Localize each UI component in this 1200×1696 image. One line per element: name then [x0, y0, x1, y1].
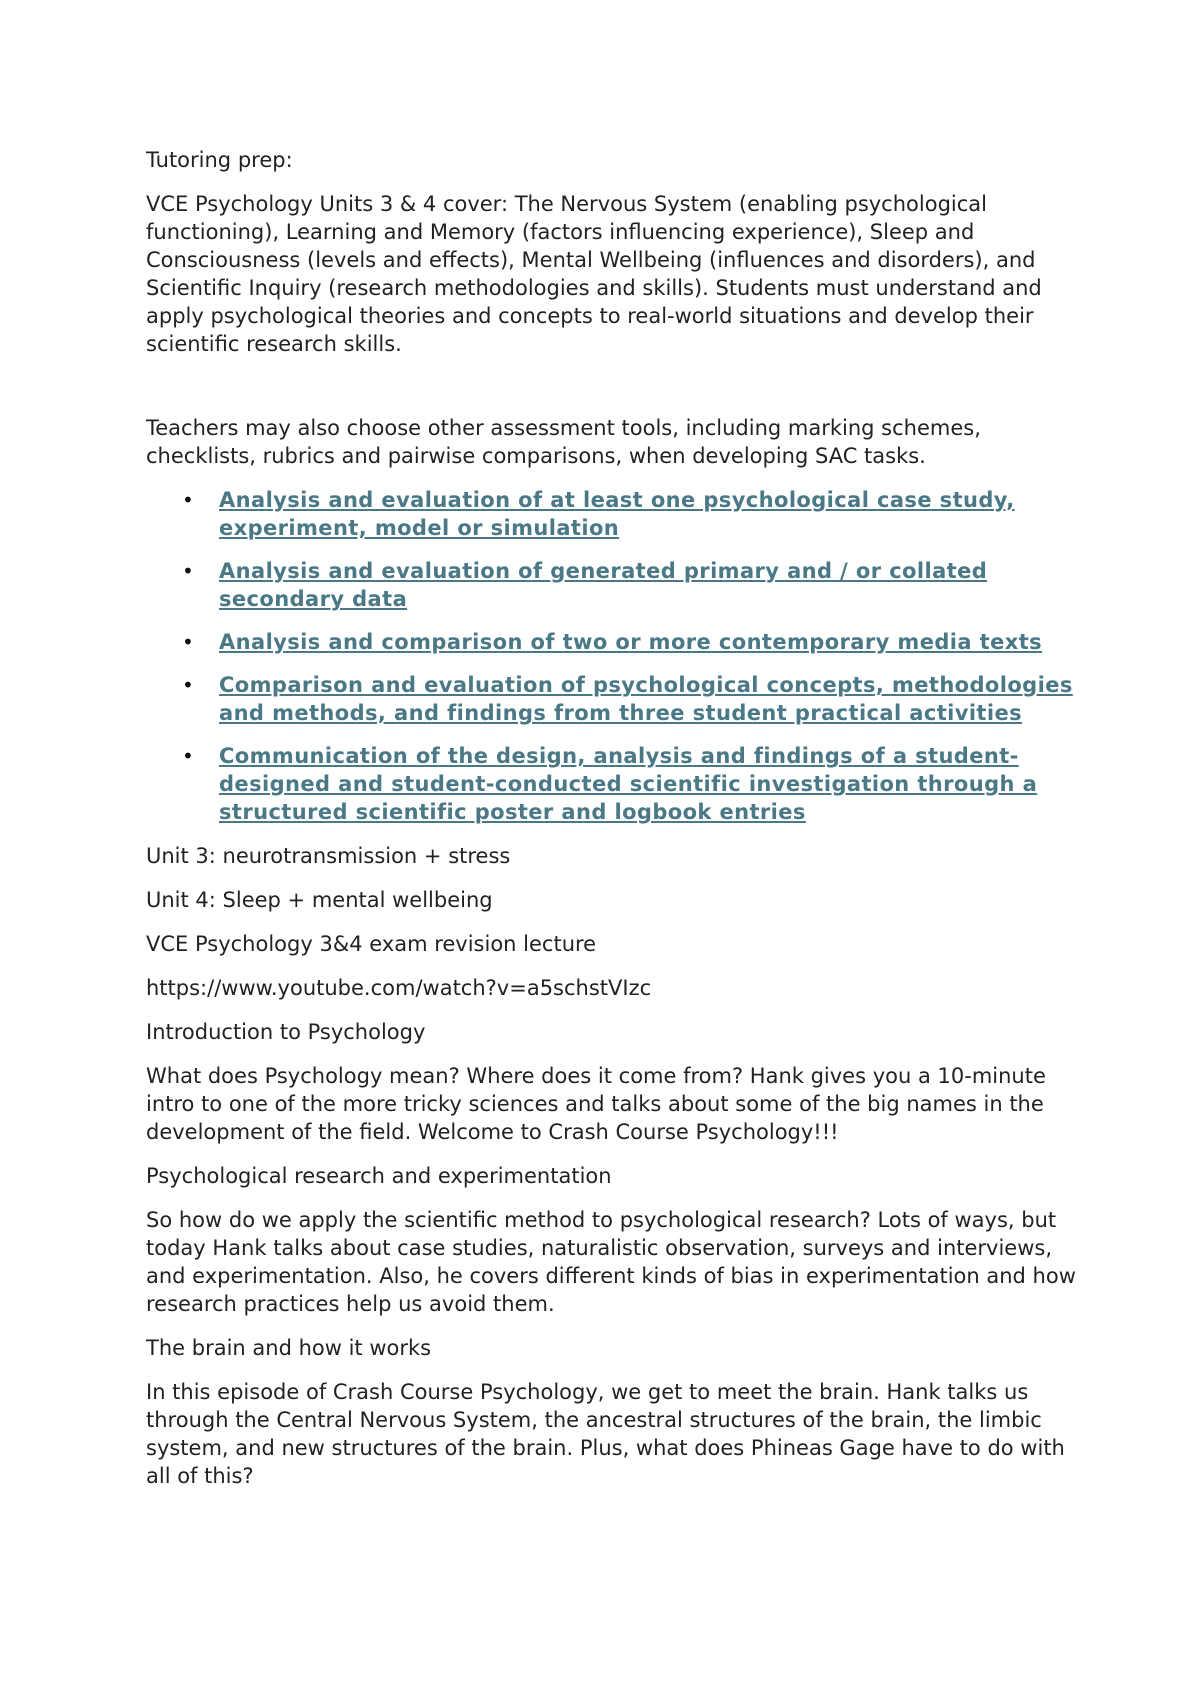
list-item: [146, 671, 1076, 727]
video-description-intro: What does Psychology mean? Where does it come from? Hank gives you a 10-minute intro to one of the more tricky sciences and talks about some of the big names in the development of the field. Welcome to Crash Course Psychology!!!: [146, 1064, 1046, 1144]
assessment-tools-paragraph: Teachers may also choose other assessment tools, including marking schemes, checklists, rubrics and pairwise comparisons, when developing SAC tasks.: [146, 416, 981, 468]
criteria-link-practical-activities[interactable]: Comparison and evaluation of psychological concepts, methodologies and methods, and findings from three student practical activities: [219, 673, 1073, 725]
criteria-link-case-study[interactable]: Analysis and evaluation of at least one psychological case study, experiment, model or simulation: [219, 488, 1015, 540]
unit-4-topics: Unit 4: Sleep + mental wellbeing: [146, 888, 493, 912]
criteria-link-data-analysis[interactable]: Analysis and evaluation of generated primary and / or collated secondary data: [219, 559, 988, 611]
lecture-url: https://www.youtube.com/watch?v=a5schstVIzc: [146, 976, 652, 1000]
lecture-title: VCE Psychology 3&4 exam revision lecture: [146, 932, 597, 956]
unit-3-topics: Unit 3: neurotransmission + stress: [146, 844, 511, 868]
video-title-research: Psychological research and experimentation: [146, 1164, 612, 1188]
video-description-research: So how do we apply the scientific method to psychological research? Lots of ways, but today Hank talks about case studies, naturalistic observation, surveys and interviews, and experimentation. Also, he covers different kinds of bias in experimentation and how research practices help us avoid them.: [146, 1208, 1076, 1316]
course-overview-paragraph: VCE Psychology Units 3 & 4 cover: The Nervous System (enabling psychological functioning), Learning and Memory (factors influencing experience), Sleep and Consciousness (levels and effects), Mental Wellbeing (influences and disorders), and Scientific Inquiry (research methodologies and skills). Students must understand and apply psychological theories and concepts to real-world situations and develop their scientific research skills.: [146, 192, 1042, 356]
list-item: [146, 742, 1076, 826]
bullet-icon: •: [182, 744, 194, 768]
bullet-icon: •: [182, 488, 194, 512]
list-item: [146, 628, 1076, 656]
criteria-link-media-texts[interactable]: Analysis and comparison of two or more contemporary media texts: [219, 630, 1043, 654]
assessment-criteria-list: [146, 486, 1076, 826]
video-description-brain: In this episode of Crash Course Psychology, we get to meet the brain. Hank talks us through the Central Nervous System, the ancestral structures of the brain, the limbic system, and new structures of the brain. Plus, what does Phineas Gage have to do with all of this?: [146, 1380, 1065, 1488]
list-item: [146, 486, 1076, 542]
video-title-brain: The brain and how it works: [146, 1336, 432, 1360]
document-page: [146, 146, 1076, 1506]
video-title-intro: Introduction to Psychology: [146, 1020, 426, 1044]
blank-line: [146, 374, 1076, 414]
bullet-icon: •: [182, 673, 194, 697]
bullet-icon: •: [182, 630, 194, 654]
bullet-icon: •: [182, 559, 194, 583]
document-heading: Tutoring prep:: [146, 148, 293, 172]
list-item: [146, 557, 1076, 613]
criteria-link-scientific-poster[interactable]: Communication of the design, analysis and findings of a student-designed and student-conducted scientific investigation through a structured scientific poster and logbook entries: [219, 744, 1038, 824]
